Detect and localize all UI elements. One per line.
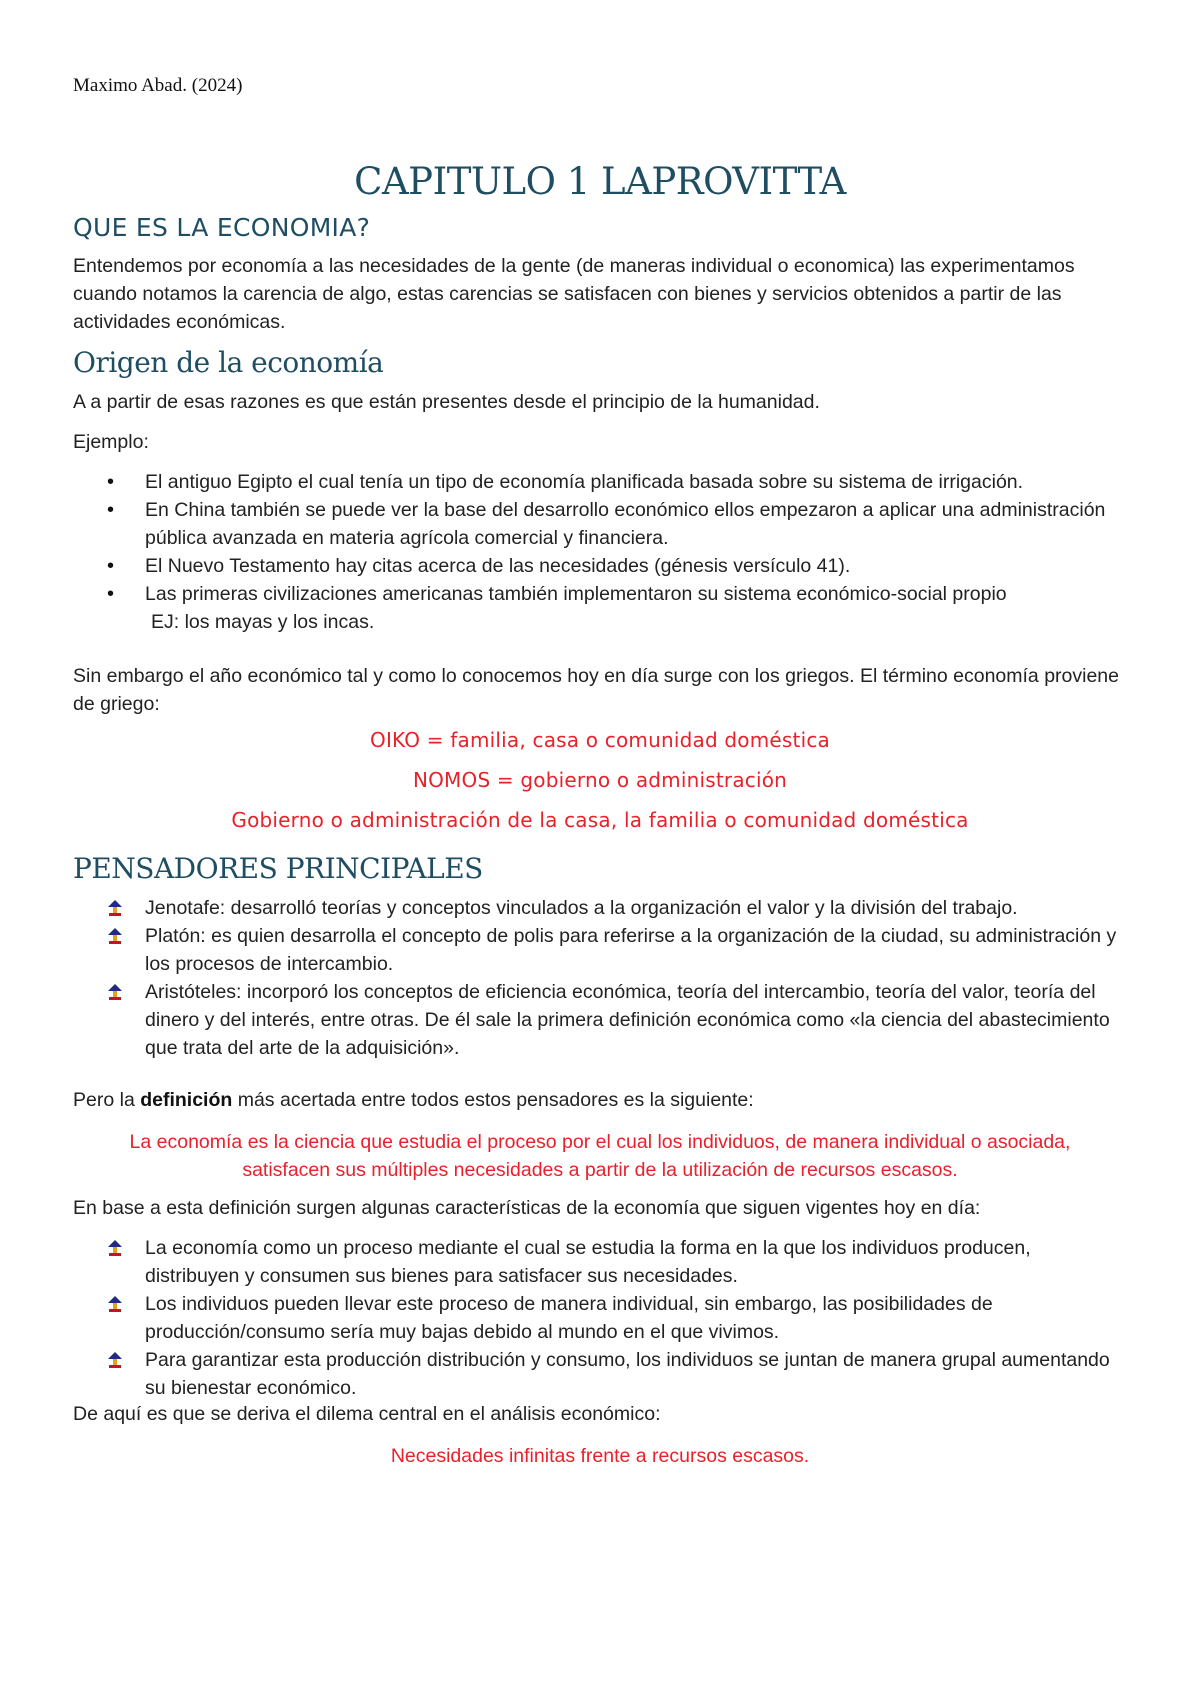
list-item: Aristóteles: incorporó los conceptos de eficiencia económica, teoría del intercambio, teoría del valor, teoría del dinero y del interés, entre otras. De él sale la primera definición económica como «la ciencia del abastecimiento que trata del arte de la adquisición». [73, 978, 1127, 1062]
bullet-dot-icon: • [107, 555, 115, 577]
arrow-bullet-icon [106, 1239, 124, 1257]
author-line: Maximo Abad. (2024) [73, 75, 243, 96]
pensadores-list [73, 894, 1127, 1062]
page-title: CAPITULO 1 LAPROVITTA [354, 160, 846, 203]
list-item: • El Nuevo Testamento hay citas acerca de las necesidades (génesis versículo 41). [73, 552, 1127, 580]
caracteristicas-list [73, 1234, 1127, 1402]
bullet-dot-icon: • [107, 583, 115, 605]
paragraph-ejemplo-label: Ejemplo: [73, 431, 149, 453]
combined-definition: Gobierno o administración de la casa, la familia o comunidad doméstica [231, 808, 969, 832]
list-item: Platón: es quien desarrolla el concepto de polis para referirse a la organización de la ciudad, su administración y los procesos de intercambio. [73, 922, 1127, 978]
section-heading-economia: QUE ES LA ECONOMIA? [73, 213, 371, 242]
origen-bullet-list [73, 468, 1127, 636]
paragraph-caracteristicas-intro: En base a esta definición surgen algunas características de la economía que siguen vigentes hoy en día: [73, 1197, 981, 1219]
paragraph-dilema-intro: De aquí es que se deriva el dilema central en el análisis económico: [73, 1403, 661, 1425]
economia-definition: La economía es la ciencia que estudia el proceso por el cual los individuos, de manera individual o asociada, satisfacen sus múltiples necesidades a partir de la utilización de recursos escasos. [129, 1131, 1071, 1181]
oiko-definition: OIKO = familia, casa o comunidad doméstica [370, 728, 830, 752]
section-heading-pensadores: PENSADORES PRINCIPALES [73, 852, 483, 885]
dilema-central: Necesidades infinitas frente a recursos escasos. [390, 1445, 810, 1467]
bullet-dot-icon: • [107, 471, 115, 493]
paragraph-definicion-economia: Entendemos por economía a las necesidades de la gente (de maneras individual o economica) las experimentamos cuando notamos la carencia de algo, estas carencias se satisfacen con bienes y servicios obtenidos a partir de las actividades económicas. [73, 255, 1075, 333]
arrow-bullet-icon [106, 927, 124, 945]
list-item: La economía como un proceso mediante el cual se estudia la forma en la que los individuos producen, distribuyen y consumen sus bienes para satisfacer sus necesidades. [73, 1234, 1127, 1290]
list-item: • En China también se puede ver la base del desarrollo económico ellos empezaron a aplicar una administración pública avanzada en materia agrícola comercial y financiera. [73, 496, 1127, 552]
list-item: • El antiguo Egipto el cual tenía un tipo de economía planificada basada sobre su sistema de irrigación. [73, 468, 1127, 496]
paragraph-definicion-intro: Pero la definición más acertada entre todos estos pensadores es la siguiente: [73, 1089, 754, 1111]
list-item: Jenotafe: desarrolló teorías y conceptos vinculados a la organización el valor y la división del trabajo. [73, 894, 1127, 922]
list-item: Para garantizar esta producción distribución y consumo, los individuos se juntan de manera grupal aumentando su bienestar económico. [73, 1346, 1127, 1402]
list-item-continuation: EJ: los mayas y los incas. [151, 611, 375, 633]
list-item: • Las primeras civilizaciones americanas también implementaron su sistema económico-social propio [73, 580, 1127, 608]
nomos-definition: NOMOS = gobierno o administración [412, 768, 788, 792]
arrow-bullet-icon [106, 1351, 124, 1369]
paragraph-griegos: Sin embargo el año económico tal y como lo conocemos hoy en día surge con los griegos. El término economía proviene de griego: [73, 665, 1119, 715]
arrow-bullet-icon [106, 983, 124, 1001]
paragraph-origen-intro: A a partir de esas razones es que están presentes desde el principio de la humanidad. [73, 391, 820, 413]
arrow-bullet-icon [106, 899, 124, 917]
bullet-dot-icon: • [107, 499, 115, 521]
section-heading-origen: Origen de la economía [73, 346, 384, 379]
arrow-bullet-icon [106, 1295, 124, 1313]
list-item: Los individuos pueden llevar este proceso de manera individual, sin embargo, las posibilidades de producción/consumo sería muy bajas debido al mundo en el que vivimos. [73, 1290, 1127, 1346]
